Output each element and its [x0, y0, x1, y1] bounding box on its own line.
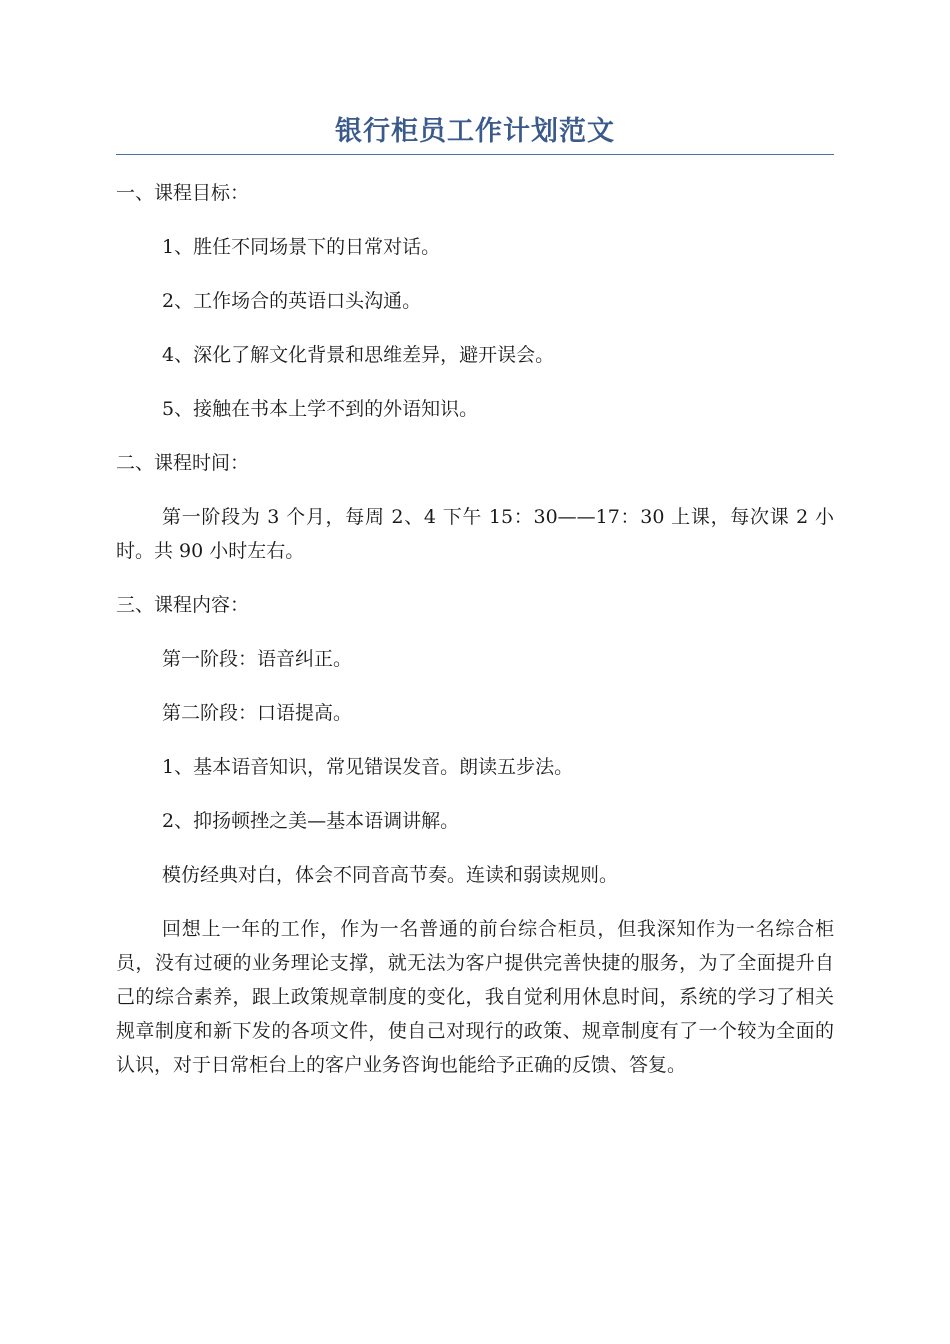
content-item: 1、基本语音知识，常见错误发音。朗读五步法。 — [162, 756, 574, 778]
document-title: 银行柜员工作计划范文 — [335, 116, 615, 147]
section-heading-time: 二、课程时间： — [116, 452, 250, 474]
document-page — [116, 112, 834, 1102]
goal-item: 5、接触在书本上学不到的外语知识。 — [162, 398, 479, 420]
reflection-paragraph: 回想上一年的工作，作为一名普通的前台综合柜员，但我深知作为一名综合柜员，没有过硬的业务理论支撑，就无法为客户提供完善快捷的服务，为了全面提升自己的综合素养，跟上政策规章制度的变化，我自觉利用休息时间，系统的学习了相关规章制度和新下发的各项文件，使自己对现行的政策、规章制度有了一个较为全面的认识，对于日常柜台上的客户业务咨询也能给予正确的反馈、答复。 — [116, 918, 834, 1076]
goal-item: 2、工作场合的英语口头沟通。 — [162, 290, 422, 312]
schedule-paragraph: 第一阶段为 3 个月，每周 2、4 下午 15：30——17：30 上课，每次课 2 小时。共 90 小时左右。 — [116, 506, 834, 562]
document-body — [116, 176, 834, 1082]
section-heading-content: 三、课程内容： — [116, 594, 250, 616]
content-item: 2、抑扬顿挫之美—基本语调讲解。 — [162, 810, 460, 832]
stage-item: 第一阶段：语音纠正。 — [162, 648, 353, 670]
section-heading-goals: 一、课程目标： — [116, 182, 250, 204]
stage-item: 第二阶段：口语提高。 — [162, 702, 353, 724]
goal-item: 1、胜任不同场景下的日常对话。 — [162, 236, 441, 258]
content-item: 模仿经典对白，体会不同音高节奏。连读和弱读规则。 — [162, 864, 619, 886]
goal-item: 4、深化了解文化背景和思维差异，避开误会。 — [162, 344, 555, 366]
title-underline — [116, 154, 834, 155]
